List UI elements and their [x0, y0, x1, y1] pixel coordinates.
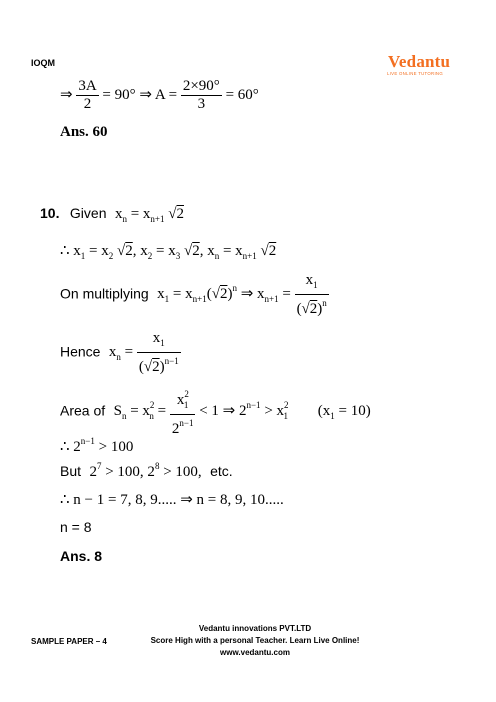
etc-label: etc. — [210, 463, 233, 479]
n-value: n = 8 — [60, 519, 92, 535]
fraction-2x90-over-3 — [181, 78, 222, 113]
footer-slogan: Score High with a personal Teacher. Learn Live Online! — [150, 636, 360, 645]
footer-url[interactable]: www.vedantu.com — [220, 648, 290, 657]
vedantu-logo — [386, 52, 451, 78]
equation-line-n-values: ∴ n − 1 = 7, 8, 9..... ⇒ n = 8, 9, 10..... — [60, 492, 284, 508]
equation-part: = 90° ⇒ A = — [102, 86, 178, 103]
but-label: But — [60, 463, 82, 479]
therefore-x: ∴ x — [60, 243, 81, 259]
paper-code: IOQM — [31, 58, 55, 68]
solution-9-final-step — [60, 78, 259, 113]
footer-sample-paper: SAMPLE PAPER – 4 — [31, 637, 107, 646]
question-number: 10. — [40, 205, 60, 221]
multiplying-equation: $x_1 = x_{n+1}(√2)^n$ ⇒ $x_{n+1}$ = $\frac{x_1}{(√2)^n}$ — [157, 272, 327, 317]
multiplying-label: On multiplying — [60, 285, 149, 302]
given-equation: $x_n = x_{n+1}$ √2 — [114, 206, 184, 224]
hence-label: Hence — [60, 343, 101, 360]
answer-10: Ans. 8 — [60, 548, 103, 564]
equation-line-area — [60, 386, 371, 438]
fraction-numerator: 3A — [78, 78, 97, 94]
equation-line-multiplying — [60, 272, 329, 318]
logo-wordmark: Vedantu — [388, 52, 451, 71]
var-x: x — [114, 206, 123, 222]
but-equation: $2^7 > 100$, $2^8 > 100$, — [89, 461, 202, 480]
hence-equation: $x_n$ = $\frac{x_1}{(√2)^{n-1}}$ — [108, 330, 179, 375]
equation-result: = 60° — [225, 86, 259, 103]
fraction-numerator: 2×90° — [182, 78, 220, 94]
answer-9: Ans. 60 — [60, 124, 108, 140]
fraction-denominator: 3 — [197, 96, 206, 112]
therefore-two: ∴ 2 — [60, 439, 81, 455]
logo-tagline: LIVE ONLINE TUTORING — [387, 71, 443, 76]
area-label: Area of — [60, 402, 106, 419]
fraction-denominator: 2 — [83, 96, 92, 112]
implies-arrow: ⇒ — [60, 86, 73, 103]
equation-line-hence — [60, 330, 181, 376]
question-10-statement — [40, 205, 184, 224]
area-equation: $S_n = x^2_n$ = $\frac{x^2_1}{2^{n-1}}$ < 1 ⇒ $2^{n-1} > x^2_1$ $(x_1 = 10)$ — [114, 403, 371, 419]
footer-company: Vedantu innovations PVT.LTD — [198, 624, 312, 633]
equation-line-2: ∴ $x_1 = x_2$ √2, $x_2 = x_3$ √2, $x_n = x_{n+1}$ √2 — [60, 243, 277, 261]
given-label: Given — [69, 205, 107, 221]
equation-line-but — [60, 461, 233, 481]
equation-line-power: ∴ $2^{n-1} > 100$ — [60, 436, 134, 455]
fraction-3a-over-2 — [76, 78, 98, 113]
